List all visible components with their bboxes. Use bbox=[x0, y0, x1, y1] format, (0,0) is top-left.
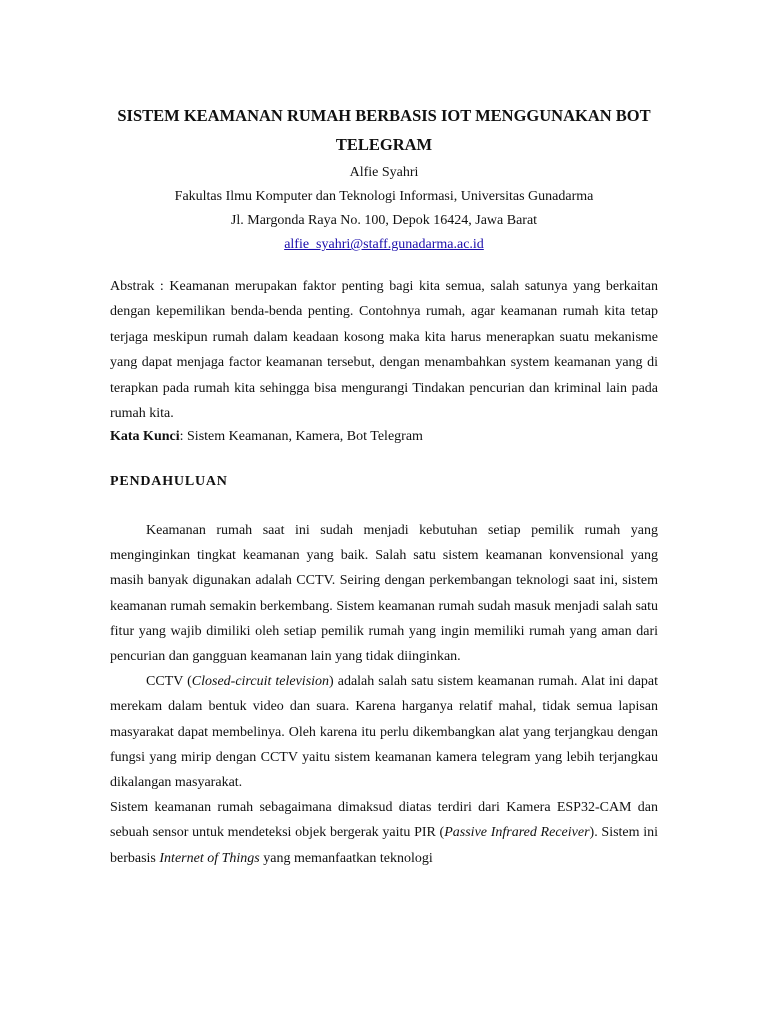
abstract-text: Abstrak : Keamanan merupakan faktor penting bagi kita semua, salah satunya yang berkaitan dengan kepemilikan benda-benda penting. Contohnya rumah, agar keamanan rumah kita tetap terjaga meskipun rumah dalam keadaan kosong maka kita harus menerapkan suatu mekanisme yang dapat menjaga factor keamanan tersebut, dengan menambahkan system keamanan yang di terapkan pada rumah kita sehingga bisa mengurangi Tindakan pencurian dan kriminal lain pada rumah kita. bbox=[110, 279, 658, 422]
paragraph-2 bbox=[110, 669, 658, 795]
paragraph-3 bbox=[110, 795, 658, 871]
author-name: Alfie Syahri bbox=[349, 165, 419, 180]
paragraph-3-text-c: yang memanfaatkan teknologi bbox=[259, 850, 433, 866]
keywords-label: Kata Kunci bbox=[110, 429, 180, 444]
keywords-line bbox=[110, 426, 658, 448]
paragraph-1: Keamanan rumah saat ini sudah menjadi kebutuhan setiap pemilik rumah yang menginginkan tingkat keamanan yang baik. Salah satu sistem keamanan konvensional yang masih banyak digunakan adalah CCTV. Seiring dengan perkembangan teknologi saat ini, sistem keamanan rumah semakin berkembang. Sistem keamanan rumah sudah masuk menjadi salah satu fitur yang wajib dimiliki oleh setiap pemilik rumah yang ingin memiliki rumah yang aman dari pencurian dan gangguan keamanan lain yang tidak diinginkan. bbox=[110, 523, 658, 665]
author-block bbox=[100, 161, 668, 257]
keywords-list: : Sistem Keamanan, Kamera, Bot Telegram bbox=[179, 429, 423, 444]
paragraph-3-italic-2: Internet of Things bbox=[159, 850, 260, 866]
section-body bbox=[110, 518, 658, 871]
paragraph-2-italic: Closed-circuit television bbox=[191, 674, 330, 690]
section-heading: PENDAHULUAN bbox=[110, 474, 228, 489]
paragraph-3-text-a: Sistem keamanan rumah sebagaimana dimaksud diatas terdiri dari Kamera ESP32-CAM dan sebuah sensor untuk mendeteksi objek bergerak yaitu PIR ( bbox=[110, 800, 658, 841]
paragraph-2-text-a: CCTV ( bbox=[146, 674, 192, 690]
author-email-link[interactable]: alfie_syahri@staff.gunadarma.ac.id bbox=[284, 237, 484, 252]
author-address: Jl. Margonda Raya No. 100, Depok 16424, Jawa Barat bbox=[230, 213, 538, 228]
author-affiliation: Fakultas Ilmu Komputer dan Teknologi Informasi, Universitas Gunadarma bbox=[174, 189, 594, 204]
paragraph-3-text-b: ). Sistem ini berbasis bbox=[110, 825, 659, 866]
paragraph-3-italic-1: Passive Infrared Receiver bbox=[444, 825, 590, 841]
paragraph-2-text-b: ) adalah salah satu sistem keamanan rumah. Alat ini dapat merekam dalam bentuk video dan suara. Karena harganya relatif mahal, tidak semua lapisan masyarakat dapat membelinya. Oleh karena itu perlu dikembangkan alat yang terjangkau dengan fungsi yang mirip dengan CCTV yaitu sistem keamanan kamera telegram yang lebih terjangkau dikalangan masyarakat. bbox=[110, 674, 659, 791]
paper-title: SISTEM KEAMANAN RUMAH BERBASIS IOT MENGGUNAKAN BOT TELEGRAM bbox=[117, 106, 651, 154]
